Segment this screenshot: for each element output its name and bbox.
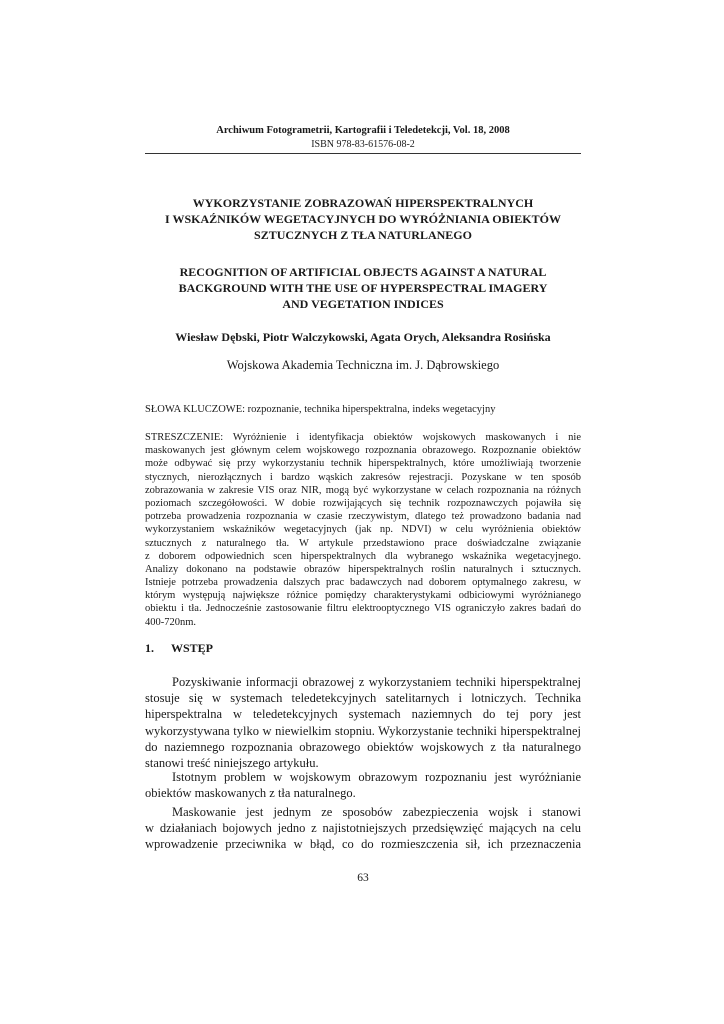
paragraph xyxy=(145,769,581,801)
paragraph-line: Istotnym problem w wojskowym obrazowym rozpoznaniu jest wyróżnianie xyxy=(172,770,581,784)
abstract-line: którym występują największe różnice pomiędzy charakterystykami odbiciowymi wyróżnianego xyxy=(145,590,581,602)
paragraph-line: wprowadzenie przeciwnika w błąd, co do rozmieszczenia sił, ich przeznaczenia xyxy=(145,837,581,852)
paragraph-line: hiperspektralna w teledetekcyjnych systemach naziemnych do tej pory jest xyxy=(145,707,581,722)
header-rule xyxy=(145,153,581,154)
title-polish-line: SZTUCZNYCH Z TŁA NATURLANEGO xyxy=(254,228,472,242)
paragraph xyxy=(145,674,581,771)
title-english-line: AND VEGETATION INDICES xyxy=(282,297,444,311)
paragraph-line: do naziemnego rozpoznania obrazowego obiektów wojskowych z tła naturalnego xyxy=(145,739,581,754)
page-number: 63 xyxy=(357,872,369,884)
paragraph-line: obiektów maskowanych z tła naturalnego. xyxy=(145,786,356,801)
title-polish xyxy=(145,195,581,243)
title-english-line: RECOGNITION OF ARTIFICIAL OBJECTS AGAINST A NATURAL xyxy=(179,265,547,279)
paragraph xyxy=(145,804,581,853)
title-english xyxy=(145,264,581,312)
abstract-line: Analizy dokonano na podstawie obrazów hiperspektralnych roślin naturalnych i sztucznych. xyxy=(145,563,581,575)
paragraph-line: stosuje się w systemach teledetekcyjnych satelitarnych i lotniczych. Technika xyxy=(145,691,581,706)
abstract-line: stycznych, nierozłącznych i bardzo wąskich zakresów rejestracji. Pozyskane w ten sposób xyxy=(145,471,581,483)
abstract-line: STRESZCZENIE: Wyróżnienie i identyfikacja obiektów wojskowych maskowanych i nie xyxy=(145,432,581,443)
section-heading xyxy=(145,641,213,656)
abstract-line: Istnieje potrzeba prowadzenia dalszych prac badawczych nad doborem optymalnego zakresu, w xyxy=(145,577,581,589)
paragraph-line: wykorzystywana tylko w niewielkim stopniu. Wykorzystanie techniki hiperspektralnej xyxy=(145,723,581,738)
abstract-line: wykorzystaniem wskaźników wegetacyjnych (jak np. NDVI) w celu wyróżnienia obiektów xyxy=(145,524,581,536)
abstract-line: zobrazowania w zakresie VIS oraz NIR, mogą być wykorzystane w celach rozpoznania na różnych xyxy=(145,484,581,496)
paragraph-line: Pozyskiwanie informacji obrazowej z wykorzystaniem techniki hiperspektralnej xyxy=(172,675,581,689)
abstract-line: maskowanych jest głównym celem wojskowego rozpoznania obrazowego. Rozpoznanie obiektów xyxy=(145,445,581,457)
title-english-line: BACKGROUND WITH THE USE OF HYPERSPECTRAL IMAGERY xyxy=(178,281,548,295)
title-polish-line: I WSKAŹNIKÓW WEGETACYJNYCH DO WYRÓŻNIANIA OBIEKTÓW xyxy=(165,212,561,226)
paragraph-line: Maskowanie jest jednym ze sposobów zabezpieczenia wojsk i stanowi xyxy=(172,805,581,819)
affiliation: Wojskowa Akademia Techniczna im. J. Dąbrowskiego xyxy=(226,358,500,372)
title-polish-line: WYKORZYSTANIE ZOBRAZOWAŃ HIPERSPEKTRALNYCH xyxy=(192,196,534,210)
abstract-line: może odbywać się przy wykorzystaniu technik hiperspektralnych, które umożliwiają tworzenie xyxy=(145,458,581,470)
section-number: 1. xyxy=(145,641,154,655)
isbn-header: ISBN 978-83-61576-08-2 xyxy=(311,139,415,150)
abstract-line: obiektu i tła. Jednocześnie zastosowanie filtru elektrooptycznego VIS ograniczyło zakres badań do xyxy=(145,603,581,615)
abstract-line: z doborem odpowiednich scen hiperspektralnych dla wybranego wskaźnika wegetacyjnego. xyxy=(145,550,581,562)
journal-header: Archiwum Fotogrametrii, Kartografii i Teledetekcji, Vol. 18, 2008 xyxy=(216,125,510,136)
abstract xyxy=(145,431,581,629)
abstract-line: potrzeba prowadzenia rozpoznania w czasie rzeczywistym, dlatego też prowadzono badania nad xyxy=(145,511,581,523)
paragraph-line: stanowi treść niniejszego artykułu. xyxy=(145,755,319,770)
keywords: SŁOWA KLUCZOWE: rozpoznanie, technika hiperspektralna, indeks wegetacyjny xyxy=(145,404,496,415)
abstract-line: sztucznych z naturalnego tła. W artykule przedstawiono prace doświadczalne związanie xyxy=(145,537,581,549)
abstract-line: 400-720nm. xyxy=(145,616,197,628)
authors: Wiesław Dębski, Piotr Walczykowski, Agata Orych, Aleksandra Rosińska xyxy=(175,330,551,344)
abstract-line: poziomach szczegółowości. W dobie rozwijających się technik rozpoznawczych pojawiła się xyxy=(145,497,581,509)
section-title: WSTĘP xyxy=(171,641,214,655)
paragraph-line: w działaniach bojowych jedno z najistotniejszych przedsięwzięć mających na celu xyxy=(145,821,581,836)
